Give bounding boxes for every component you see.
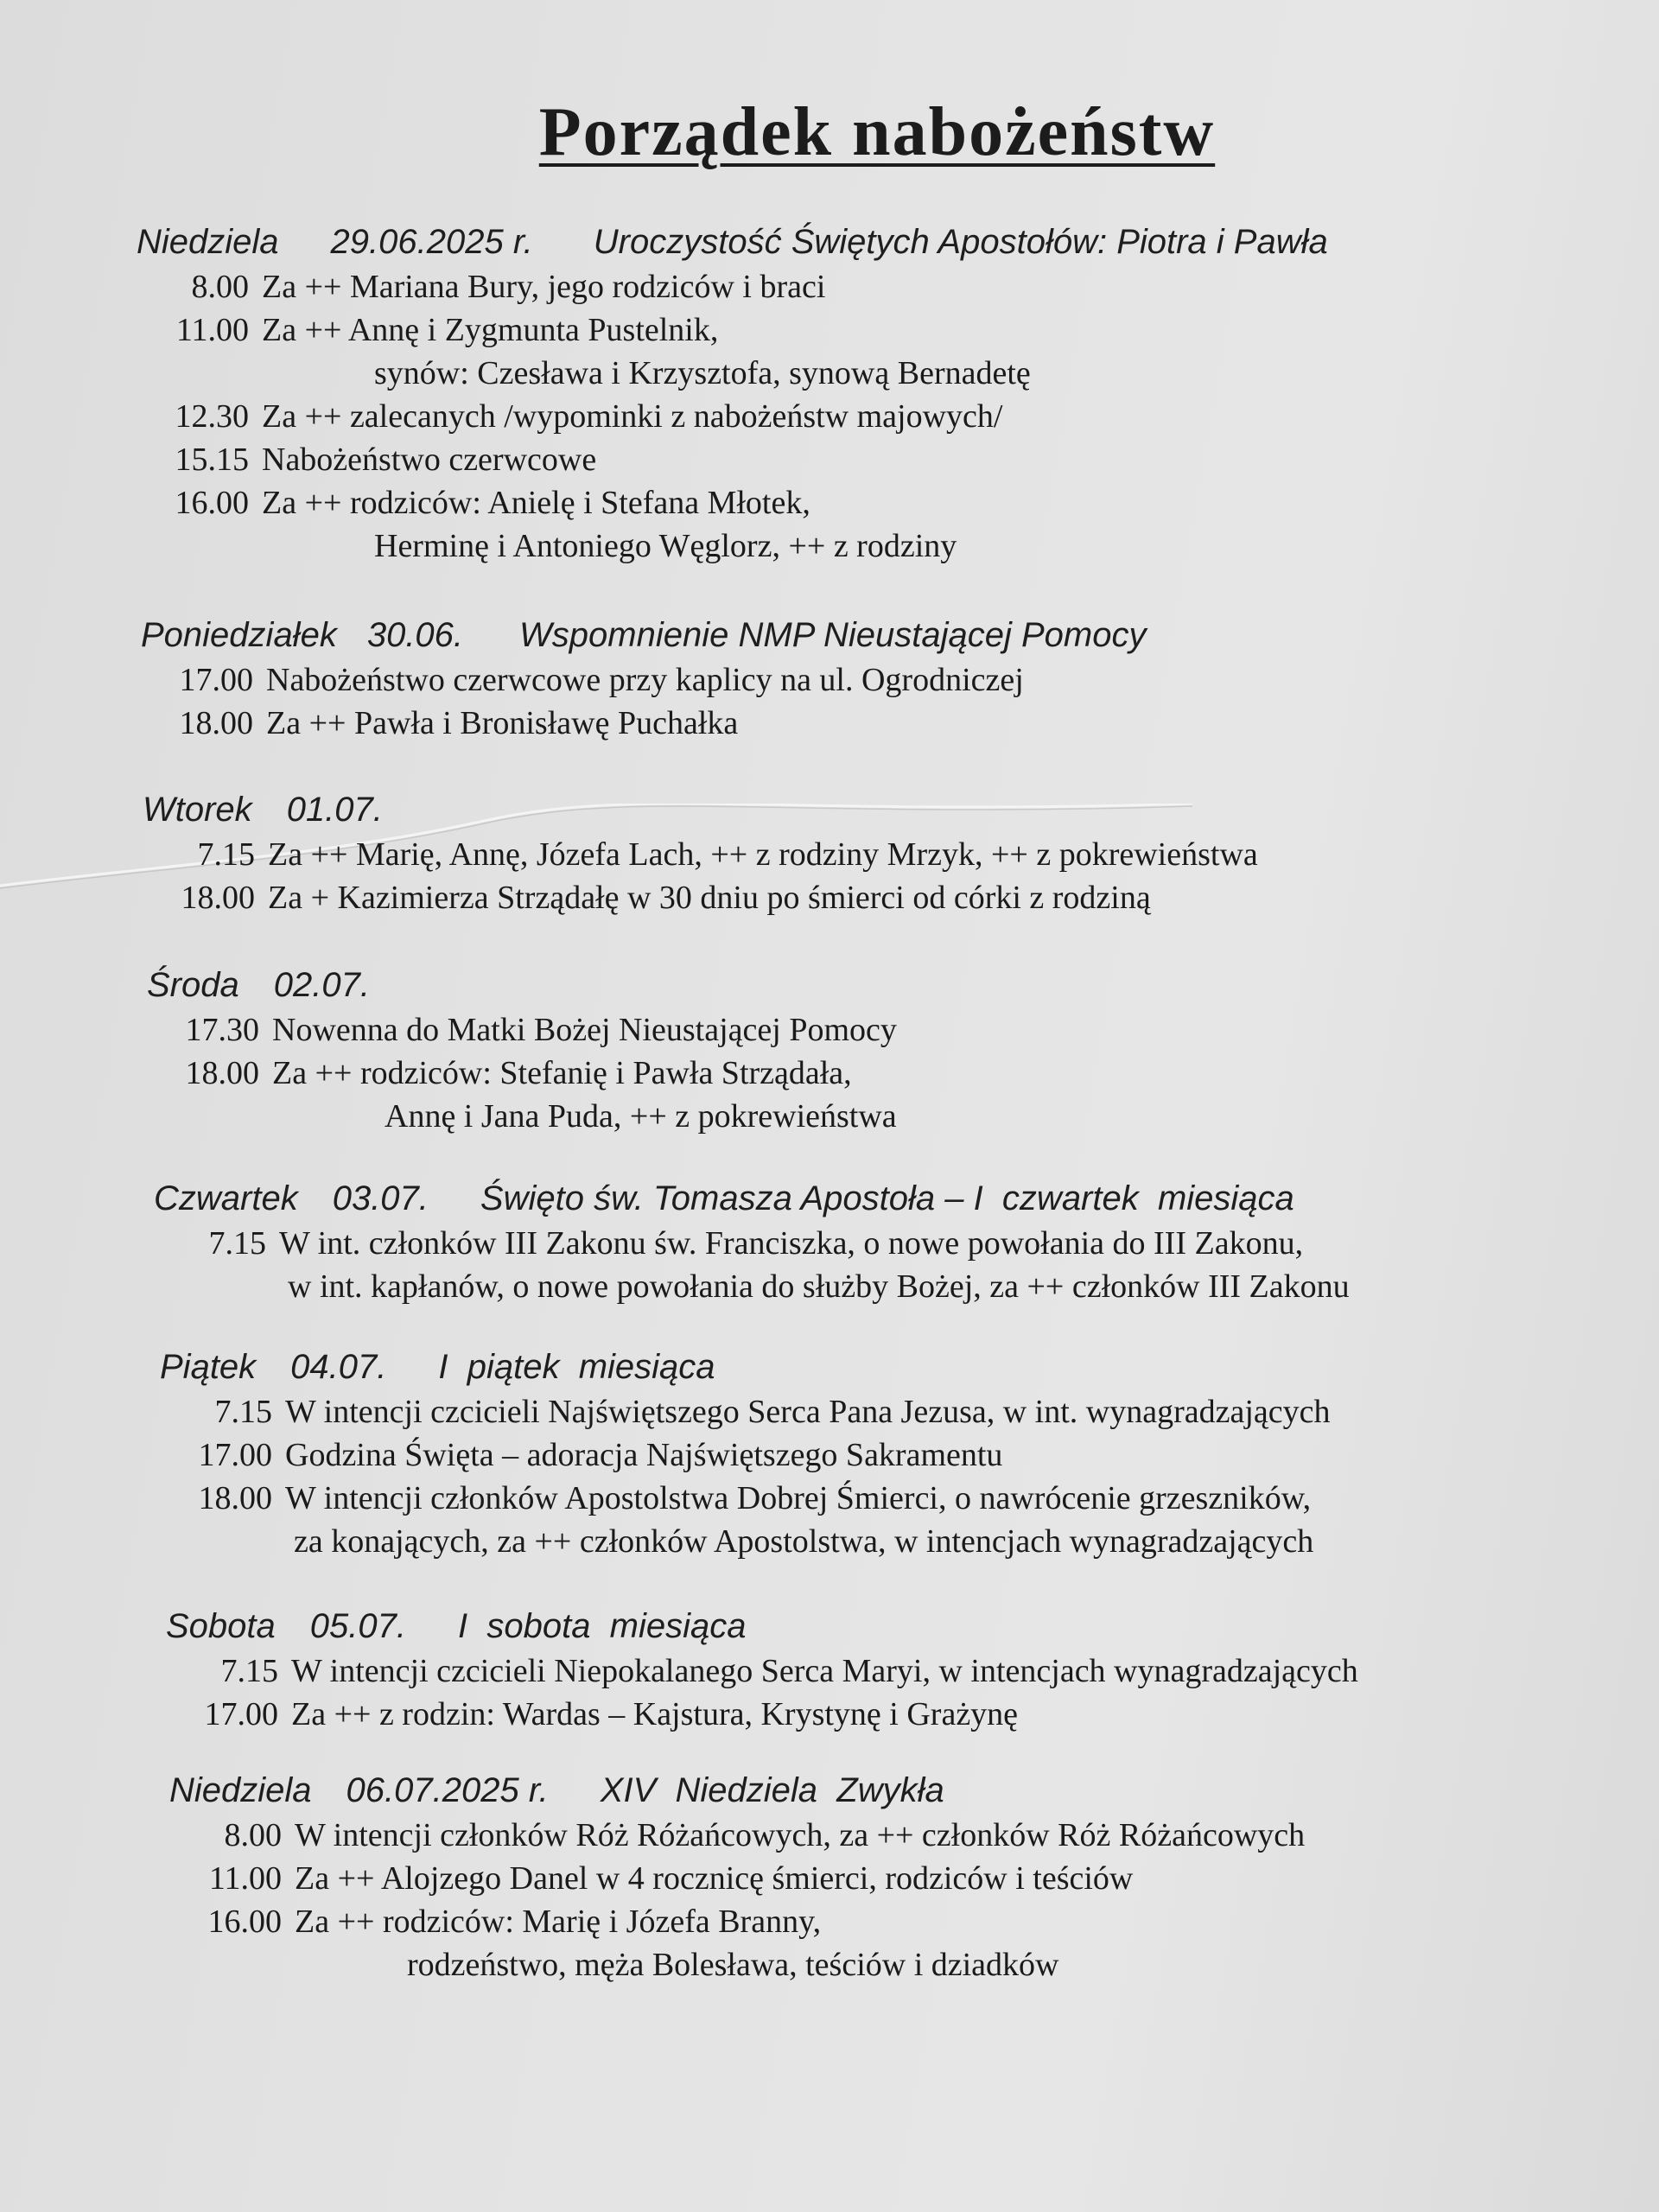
schedule-entry	[166, 1649, 1659, 1693]
day-feast: Święto św. Tomasza Apostoła – I czwartek miesiąca	[480, 1179, 1294, 1217]
schedule-entry	[143, 833, 1659, 876]
entries-list	[141, 658, 1659, 745]
entry-time: 11.00	[175, 312, 249, 348]
day-date: 30.06.	[366, 616, 464, 654]
entry-time: 16.00	[175, 485, 249, 521]
entry-text: Nowenna do Matki Bożej Nieustającej Pomocy	[272, 1012, 897, 1048]
day-date: 05.07.	[309, 1607, 406, 1645]
day-header	[169, 1769, 1659, 1812]
entry-time: 18.00	[181, 880, 255, 916]
schedule-entry	[160, 1477, 1659, 1563]
entry-time: 18.00	[198, 1480, 272, 1516]
entry-text: rodzeństwo, męża Bolesława, teściów i dziadków	[407, 1947, 1059, 1983]
entry-text: za konających, za ++ członków Apostolstwa, w intencjach wynagradzających	[294, 1523, 1314, 1560]
entry-text: Za ++ Alojzego Danel w 4 rocznicę śmierci, rodziców i teściów	[295, 1860, 1134, 1897]
entry-time: 17.00	[198, 1437, 272, 1473]
entry-text: Godzina Święta – adoracja Najświętszego Sakramentu	[285, 1437, 1003, 1473]
entries-list	[166, 1649, 1659, 1736]
entry-time: 7.15	[214, 1394, 272, 1430]
schedule-entry	[160, 1390, 1659, 1433]
day-header	[166, 1605, 1659, 1648]
entry-text: Za ++ z rodzin: Wardas – Kajstura, Krystynę i Grażynę	[291, 1696, 1019, 1732]
entry-text: Za ++ Marię, Annę, Józefa Lach, ++ z rodziny Mrzyk, ++ z pokrewieństwa	[268, 836, 1258, 873]
day-feast: XIV Niedziela Zwykła	[600, 1771, 944, 1809]
day-block	[147, 963, 1659, 1138]
entry-time: 15.15	[175, 442, 249, 478]
schedule-entry	[169, 1857, 1659, 1900]
day-name: Poniedziałek	[141, 616, 337, 654]
day-date: 02.07.	[273, 966, 370, 1004]
day-block	[141, 613, 1659, 745]
day-header	[143, 788, 1659, 831]
entry-text: W intencji czcicieli Niepokalanego Serca Maryi, w intencjach wynagradzających	[291, 1653, 1358, 1689]
entry-text: Za ++ Mariana Bury, jego rodziców i braci	[262, 269, 826, 305]
entry-text: synów: Czesława i Krzysztofa, synową Bernadetę	[374, 355, 1031, 391]
day-name: Wtorek	[143, 791, 252, 829]
day-date: 06.07.2025 r.	[346, 1771, 549, 1809]
day-header	[147, 963, 1659, 1007]
day-block	[160, 1345, 1659, 1563]
day-name: Niedziela	[137, 223, 279, 261]
entry-time: 18.00	[179, 705, 253, 741]
day-feast: Wspomnienie NMP Nieustającej Pomocy	[519, 616, 1147, 654]
schedule-entry	[137, 308, 1659, 395]
entry-time: 17.00	[204, 1696, 278, 1732]
entry-time: 18.00	[185, 1055, 259, 1091]
day-date: 01.07.	[286, 791, 383, 829]
entry-text: Za ++ rodziców: Stefanię i Pawła Strządała,	[272, 1055, 852, 1091]
day-block	[143, 788, 1659, 919]
schedule-entry	[141, 702, 1659, 745]
entry-text: W intencji członków Róż Różańcowych, za ++ członków Róż Różańcowych	[295, 1817, 1306, 1853]
schedule-entry	[137, 395, 1659, 438]
day-name: Środa	[147, 966, 239, 1004]
page-title: Porządek nabożeństw	[538, 94, 1216, 170]
schedule-entry	[137, 438, 1659, 481]
entry-text: Za ++ rodziców: Marię i Józefa Branny,	[295, 1904, 822, 1940]
entries-list	[160, 1390, 1659, 1563]
entries-list	[169, 1814, 1659, 1986]
entry-time: 12.30	[175, 398, 249, 435]
day-name: Sobota	[166, 1607, 276, 1645]
entry-text: W int. członków III Zakonu św. Franciszka, o nowe powołania do III Zakonu,	[279, 1225, 1304, 1262]
schedule-entry	[143, 876, 1659, 919]
entry-time: 17.00	[179, 662, 253, 698]
schedule-entry	[141, 658, 1659, 702]
entry-text: Za + Kazimierza Strządałę w 30 dniu po śmierci od córki z rodziną	[268, 880, 1151, 916]
entry-text: Herminę i Antoniego Węglorz, ++ z rodziny	[374, 528, 957, 564]
day-header	[137, 220, 1659, 264]
entry-text: Za ++ Annę i Zygmunta Pustelnik,	[262, 312, 719, 348]
day-feast: I piątek miesiąca	[438, 1348, 715, 1386]
day-header	[141, 613, 1659, 657]
day-date: 04.07.	[290, 1348, 387, 1386]
entry-text: Za ++ zalecanych /wypominki z nabożeństw majowych/	[262, 398, 1003, 435]
day-name: Czwartek	[154, 1179, 298, 1217]
day-feast: Uroczystość Świętych Apostołów: Piotra i Pawła	[593, 223, 1328, 261]
entry-time: 7.15	[197, 836, 255, 873]
entry-time: 16.00	[207, 1904, 282, 1940]
day-block	[154, 1177, 1659, 1308]
entry-time: 7.15	[220, 1653, 278, 1689]
entry-text: w int. kapłanów, o nowe powołania do służby Bożej, za ++ członków III Zakonu	[288, 1268, 1350, 1305]
entry-time: 17.30	[185, 1012, 259, 1048]
entry-time: 8.00	[224, 1817, 282, 1853]
schedule-entry	[169, 1814, 1659, 1857]
schedule-entry	[137, 265, 1659, 308]
entry-time: 8.00	[191, 269, 249, 305]
schedule-entry	[169, 1900, 1659, 1986]
schedule-entry	[137, 481, 1659, 568]
entry-text: Nabożeństwo czerwcowe przy kaplicy na ul. Ogrodniczej	[266, 662, 1024, 698]
schedule-entry	[147, 1052, 1659, 1138]
day-date: 03.07.	[332, 1179, 429, 1217]
schedule-entry	[154, 1222, 1659, 1308]
entries-list	[143, 833, 1659, 919]
day-block	[169, 1769, 1659, 1986]
day-block	[166, 1605, 1659, 1736]
entries-list	[154, 1222, 1659, 1308]
day-name: Niedziela	[169, 1771, 312, 1809]
entry-text: Za ++ rodziców: Anielę i Stefana Młotek,	[262, 485, 810, 521]
schedule-entry	[160, 1433, 1659, 1477]
day-feast: I sobota miesiąca	[458, 1607, 747, 1645]
day-header	[160, 1345, 1659, 1389]
schedule-entry	[147, 1008, 1659, 1052]
entry-text: W intencji czcicieli Najświętszego Serca Pana Jezusa, w int. wynagradzających	[285, 1394, 1331, 1430]
entry-text: Nabożeństwo czerwcowe	[262, 442, 597, 478]
schedule-entry	[166, 1693, 1659, 1736]
entry-time: 7.15	[208, 1225, 266, 1262]
day-block	[137, 220, 1659, 568]
entry-time: 11.00	[208, 1860, 282, 1897]
entry-text: Za ++ Pawła i Bronisławę Puchałka	[266, 705, 739, 741]
entries-list	[147, 1008, 1659, 1138]
entry-text: W intencji członków Apostolstwa Dobrej Śmierci, o nawrócenie grzeszników,	[285, 1480, 1312, 1516]
entry-text: Annę i Jana Puda, ++ z pokrewieństwa	[385, 1098, 897, 1135]
day-date: 29.06.2025 r.	[330, 223, 533, 261]
day-header	[154, 1177, 1659, 1220]
day-name: Piątek	[160, 1348, 257, 1386]
entries-list	[137, 265, 1659, 568]
